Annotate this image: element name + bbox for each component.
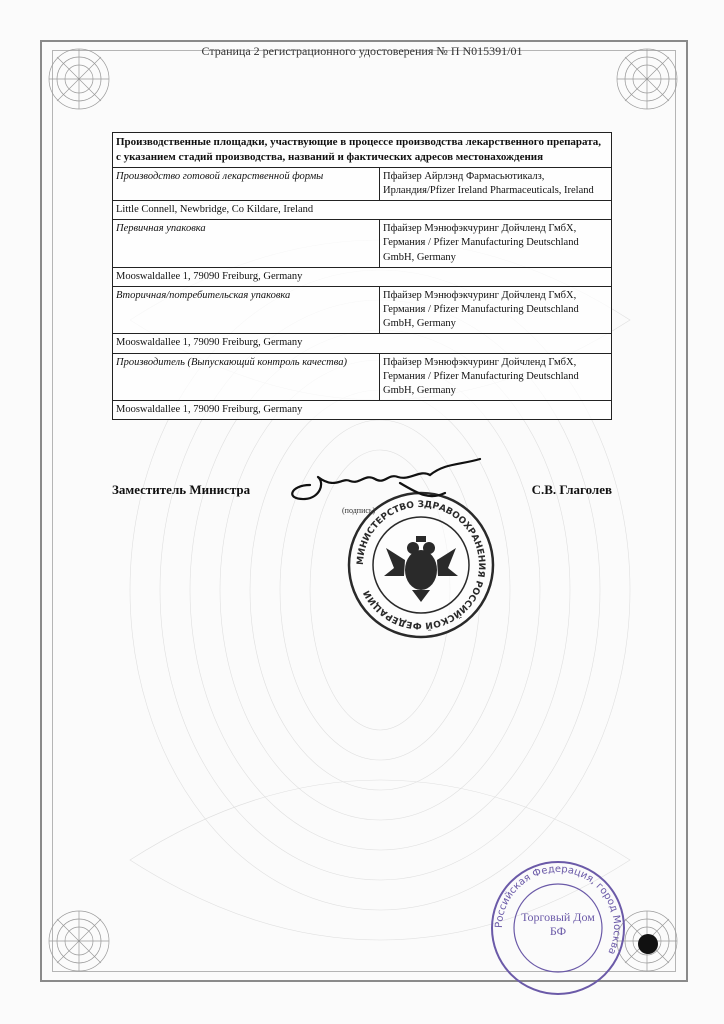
table-row — [113, 401, 612, 420]
handwritten-signature — [270, 455, 510, 515]
company-cell: Пфайзер Мэнюфэкчуринг Дойчленд ГмбХ, Германия / Pfizer Manufacturing Deutschland GmbH, Germany — [380, 286, 612, 334]
stamp-inner-text: Торговый Дом БФ — [521, 910, 595, 939]
table-row — [113, 286, 612, 334]
stage-cell: Производитель (Выпускающий контроль качества) — [113, 353, 380, 401]
table-row — [113, 220, 612, 268]
page-header: Страница 2 регистрационного удостоверения № П N015391/01 — [201, 44, 523, 58]
stamp-outer-text: Российская Федерация, город Москва — [493, 863, 623, 957]
table-title: Производственные площадки, участвующие в процессе производства лекарственного препарата, с указанием стадий производства, названий и фактических адресов местонахождения — [113, 133, 612, 168]
address-cell: Mooswaldallee 1, 79090 Freiburg, Germany — [113, 267, 612, 286]
company-cell: Пфайзер Мэнюфэкчуринг Дойчленд ГмбХ, Германия / Pfizer Manufacturing Deutschland GmbH, Germany — [380, 220, 612, 268]
company-stamp-icon — [488, 858, 628, 998]
table-row — [113, 353, 612, 401]
production-sites-table — [112, 132, 612, 420]
company-cell: Пфайзер Мэнюфэкчуринг Дойчленд ГмбХ, Германия / Pfizer Manufacturing Deutschland GmbH, Germany — [380, 353, 612, 401]
punch-hole-icon — [638, 934, 658, 954]
signatory-position: Заместитель Министра — [112, 482, 251, 497]
address-cell: Mooswaldallee 1, 79090 Freiburg, Germany — [113, 401, 612, 420]
table-row — [113, 267, 612, 286]
table-row — [113, 167, 612, 200]
company-cell: Пфайзер Айрлэнд Фармасьютикалз, Ирландия/Pfizer Ireland Pharmaceuticals, Ireland — [380, 167, 612, 200]
stage-cell: Первичная упаковка — [113, 220, 380, 268]
corner-rosette-icon — [44, 906, 114, 976]
table-row — [113, 334, 612, 353]
address-cell: Little Connell, Newbridge, Co Kildare, Ireland — [113, 201, 612, 220]
address-cell: Mooswaldallee 1, 79090 Freiburg, Germany — [113, 334, 612, 353]
table-row — [113, 201, 612, 220]
table-header-row — [113, 133, 612, 168]
signatory-name: С.В. Глаголев — [531, 482, 612, 497]
seal-text: МИНИСТЕРСТВО ЗДРАВООХРАНЕНИЯ РОССИЙСКОЙ ФЕДЕРАЦИИ — [355, 499, 487, 631]
stage-cell: Вторичная/потребительская упаковка — [113, 286, 380, 334]
signature-caption: (подпись) — [342, 506, 376, 515]
stage-cell: Производство готовой лекарственной формы — [113, 167, 380, 200]
